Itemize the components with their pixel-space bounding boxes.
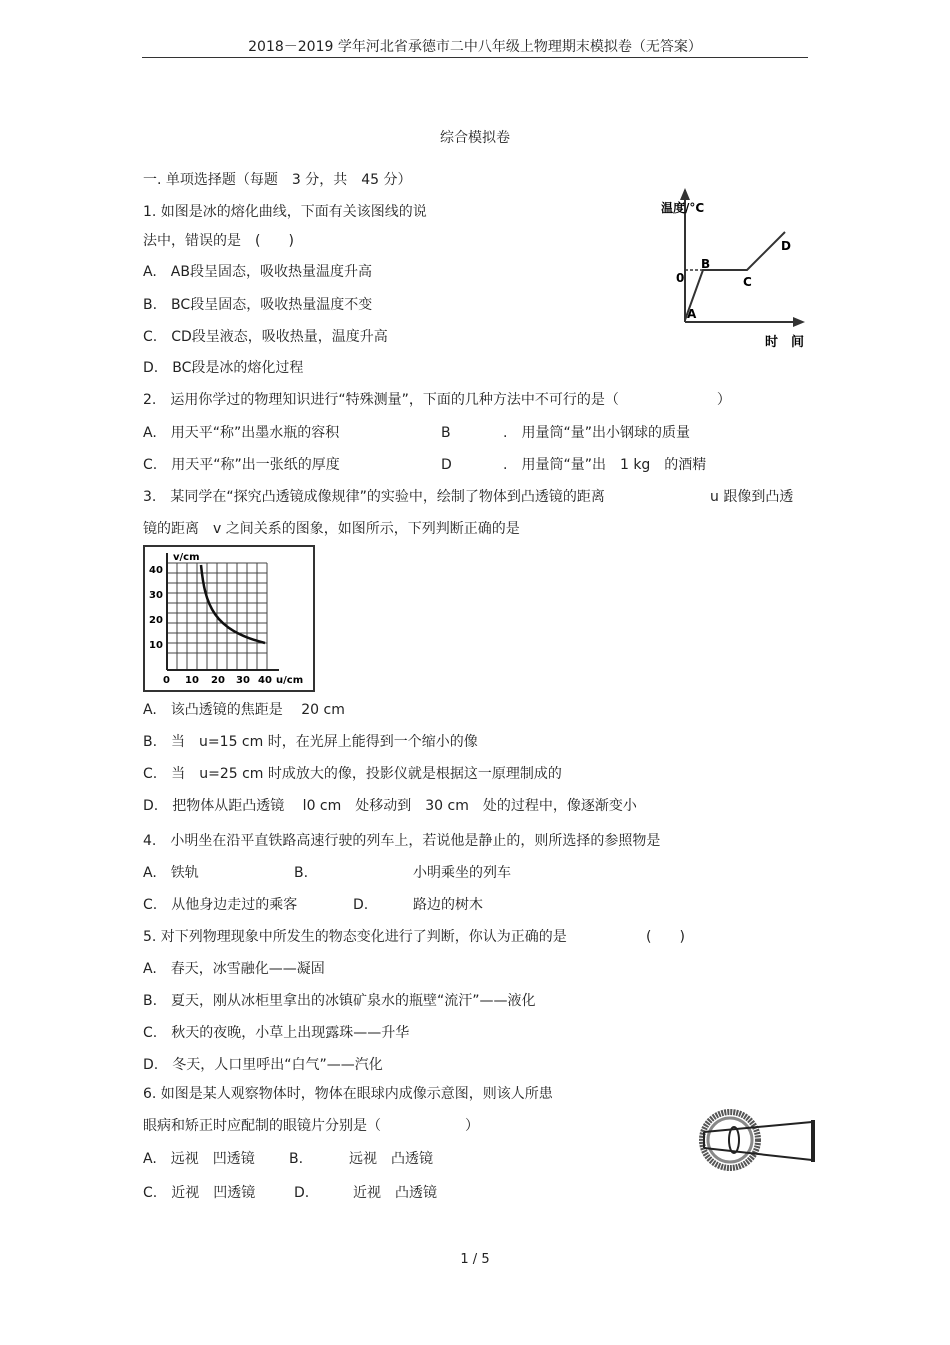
header-rule xyxy=(142,57,808,58)
q3-option-d: D. 把物体从距凸透镜 l0 cm 处移动到 30 cm 处的过程中，像逐渐变小 xyxy=(143,798,637,814)
uv-ytick-20: 20 xyxy=(149,615,163,626)
uv-ytick-40: 40 xyxy=(149,565,163,576)
point-a-label: A xyxy=(687,307,697,321)
uv-xtick-30: 30 xyxy=(236,675,250,686)
q1-option-c: C. CD段呈液态，吸收热量，温度升高 xyxy=(143,329,388,345)
uv-xtick-0: 0 xyxy=(163,675,170,686)
q6-option-c: C. 近视 凹透镜 xyxy=(143,1185,256,1201)
point-b-label: B xyxy=(701,257,711,271)
q3-stem-line1: 3. 某同学在“探究凸透镜成像规律”的实验中，绘制了物体到凸透镜的距离 xyxy=(143,489,605,505)
q2-option-b-letter: B xyxy=(441,425,451,441)
q1-option-d: D. BC段是冰的熔化过程 xyxy=(143,360,304,376)
q6-stem-line2: 眼病和矫正时应配制的眼镜片分别是（ ） xyxy=(143,1118,479,1134)
q1-stem-line2: 法中，错误的是 ( ) xyxy=(143,233,294,249)
section-heading: 一. 单项选择题（每题 3 分，共 45 分） xyxy=(143,172,412,188)
q3-stem-line1-end: u 跟像到凸透 xyxy=(710,489,794,505)
q6-option-b-letter: B. xyxy=(289,1151,304,1167)
page-header: 2018－2019 学年河北省承德市二中八年级上物理期末模拟卷（无答案） xyxy=(248,39,702,55)
q5-option-d: D. 冬天，人口里呼出“白气”——汽化 xyxy=(143,1057,383,1073)
graph-xlabel: 时 间 xyxy=(765,335,805,350)
q4-option-d-letter: D. xyxy=(353,897,369,913)
q6-option-d-letter: D. xyxy=(294,1185,310,1201)
q6-option-d: 近视 凸透镜 xyxy=(353,1185,437,1201)
q2-option-d-letter: D xyxy=(441,457,452,473)
uv-ytick-30: 30 xyxy=(149,590,163,601)
q3-option-a: A. 该凸透镜的焦距是 20 cm xyxy=(143,702,345,718)
point-c-label: C xyxy=(743,275,752,289)
q1-option-b: B. BC段呈固态，吸收热量温度不变 xyxy=(143,297,373,313)
q6-option-b: 远视 凸透镜 xyxy=(349,1151,433,1167)
q2-stem: 2. 运用你学过的物理知识进行“特殊测量”，下面的几种方法中不可行的是（ ） xyxy=(143,392,731,408)
q4-option-b: 小明乘坐的列车 xyxy=(413,865,511,881)
q6-option-a: A. 远视 凹透镜 xyxy=(143,1151,255,1167)
q2-option-d: . 用量筒“量”出 1 kg 的酒精 xyxy=(503,457,707,473)
q2-option-c: C. 用天平“称”出一张纸的厚度 xyxy=(143,457,340,473)
q5-option-a: A. 春天，冰雪融化——凝固 xyxy=(143,961,325,977)
q6-stem-line1: 6. 如图是某人观察物体时，物体在眼球内成像示意图，则该人所患 xyxy=(143,1086,553,1102)
q4-stem: 4. 小明坐在沿平直铁路高速行驶的列车上，若说他是静止的，则所选择的参照物是 xyxy=(143,833,661,849)
q5-stem: 5. 对下列物理现象中所发生的物态变化进行了判断，你认为正确的是 xyxy=(143,929,567,945)
q2-option-a: A. 用天平“称”出墨水瓶的容积 xyxy=(143,425,340,441)
uv-xtick-10: 10 xyxy=(185,675,199,686)
q3-option-c: C. 当 u=25 cm 时成放大的像，投影仪就是根据这一原理制成的 xyxy=(143,766,562,782)
graph-ylabel: 温度/°C xyxy=(661,201,705,215)
q4-option-b-letter: B. xyxy=(294,865,309,881)
uv-xtick-40: 40 xyxy=(258,675,272,686)
point-d-label: D xyxy=(781,239,791,253)
q3-option-b: B. 当 u=15 cm 时，在光屏上能得到一个缩小的像 xyxy=(143,734,478,750)
q5-option-b: B. 夏天，刚从冰柜里拿出的冰镇矿泉水的瓶壁“流汗”——液化 xyxy=(143,993,536,1009)
ice-melting-graph xyxy=(655,188,813,350)
q1-option-a: A. AB段呈固态，吸收热量温度升高 xyxy=(143,264,372,280)
graph-zero-label: 0 xyxy=(676,271,685,285)
q4-option-a: A. 铁轨 xyxy=(143,865,199,881)
q4-option-d: 路边的树木 xyxy=(413,897,483,913)
q4-option-c: C. 从他身边走过的乘客 xyxy=(143,897,298,913)
q3-stem-line2: 镜的距离 v 之间关系的图象，如图所示，下列判断正确的是 xyxy=(143,521,520,537)
q1-stem-line1: 1. 如图是冰的熔化曲线，下面有关该图线的说 xyxy=(143,204,427,220)
q2-option-b: . 用量筒“量”出小钢球的质量 xyxy=(503,425,690,441)
page-number: 1 / 5 xyxy=(460,1252,490,1267)
uv-ytick-10: 10 xyxy=(149,640,163,651)
q5-answer-paren: ( ) xyxy=(646,929,685,945)
uv-graph-xlabel: u/cm xyxy=(276,675,304,686)
q5-option-c: C. 秋天的夜晚，小草上出现露珠——升华 xyxy=(143,1025,410,1041)
uv-xtick-20: 20 xyxy=(211,675,225,686)
uv-graph-ylabel: v/cm xyxy=(173,552,200,563)
lens-uv-graph xyxy=(143,545,315,692)
eyeball-diagram xyxy=(694,1106,820,1172)
page-title: 综合模拟卷 xyxy=(440,130,510,146)
